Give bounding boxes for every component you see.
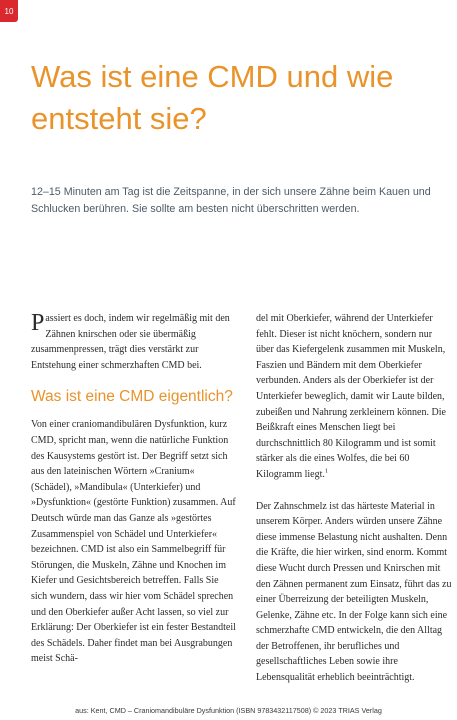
lead-paragraph: 12–15 Minuten am Tag ist die Zeitspanne, in der sich unsere Zähne beim Kauen und Schlucken berühren. Sie sollte am besten nicht überschritten werden.	[31, 186, 431, 215]
body-paragraph-right-1	[256, 311, 452, 483]
page-number-badge: 10	[0, 0, 18, 22]
page-title: Was ist eine CMD und wie entsteht sie?	[31, 59, 394, 136]
section-subheading: Was ist eine CMD eigentlich?	[31, 388, 233, 406]
intro-paragraph	[31, 311, 237, 373]
left-column	[31, 311, 237, 667]
body-paragraph-left: Von einer craniomandibulären Dysfunktion, kurz CMD, spricht man, wenn die natürliche Funktion des Kausystems gestört ist. Der Begriff setzt sich aus den lateinischen Wörtern »Cranium« (Schädel), »Mandibula« (Unterkiefer) und »Dysfunktion« (gestörte Funktion) zusammen. Auf Deutsch würde man das Ganze als »gestörtes Zusammenspiel von Schädel und Unterkiefer« bezeichnen. CMD ist also ein Sammelbegriff für Störungen, die Muskeln, Zähne und Knochen im Kiefer und Gesichtsbereich betreffen. Falls Sie sich wundern, dass wir hier vom Schädel sprechen und den Oberkiefer außer Acht lassen, so viel zur Erklärung: Der Oberkiefer ist ein fester Bestandteil des Schädels. Daher findet man bei Ausgrabungen meist Schä-	[31, 419, 236, 665]
footnote-marker: 1	[324, 467, 329, 475]
drop-cap: P	[31, 310, 45, 336]
paragraph-gap	[256, 483, 452, 499]
intro-text: assiert es doch, indem wir regelmäßig mit den Zähnen knirschen oder sie übermäßig zusammenpressen, trägt dies verstärkt zur Entstehung einer schmerzhaften CMD bei.	[31, 313, 230, 371]
source-footer: aus: Kent, CMD – Craniomandibuläre Dysfunktion (ISBN 9783432117508) © 2023 TRIAS Verlag	[75, 706, 382, 715]
body-paragraph-right-2: Der Zahnschmelz ist das härteste Material in unserem Körper. Anders würden unsere Zähne diese immense Belastung nicht aushalten. Denn die Kräfte, die hier wirken, sind enorm. Kommt diese Wucht durch Pressen und Knirschen mit den Zähnen permanent zum Einsatz, führt das zu einer Überreizung der beteiligten Muskeln, Gelenke, Zähne etc. In der Folge kann sich eine schmerzhafte CMD entwickeln, die den Alltag der Betroffenen, ihr berufliches und gesellschaftliches Leben sowie ihre Lebensqualität erheblich beeinträchtigt.	[256, 500, 452, 684]
body-paragraph-right-1-text: del mit Oberkiefer, während der Unterkiefer fehlt. Dieser ist nicht knöchern, sondern nur über das Kiefergelenk zusammen mit Muskeln, Faszien und Bändern mit dem Oberkiefer verbunden. Anders als der Oberkiefer ist der Unterkiefer beweglich, damit wir Laute bilden, zubeißen und Nahrung zerkleinern können. Die Beißkraft eines Menschen liegt bei durchschnittlich 80 Kilogramm und ist somit stärker als die eines Wolfes, die bei 60 Kilogramm liegt.	[256, 313, 446, 480]
right-column	[256, 311, 452, 686]
